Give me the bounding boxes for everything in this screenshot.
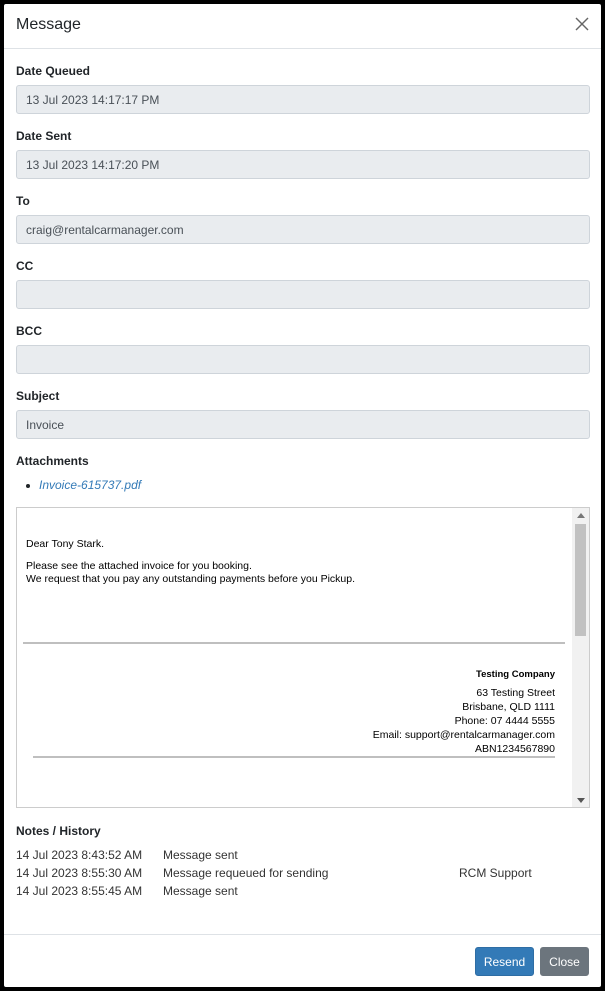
- note-message: Message requeued for sending: [163, 866, 329, 880]
- to-field: craig@rentalcarmanager.com: [16, 215, 590, 244]
- signature-email: Email: support@rentalcarmanager.com: [372, 729, 555, 741]
- email-preview[interactable]: [16, 507, 590, 808]
- note-date: 14 Jul 2023 8:43:52 AM: [16, 848, 143, 862]
- email-greeting: Dear Tony Stark.: [26, 538, 105, 550]
- dialog-header: [4, 4, 601, 49]
- notes-history-title: Notes / History: [16, 824, 101, 838]
- attachments-label: Attachments: [16, 454, 89, 468]
- to-label: To: [16, 194, 30, 208]
- signature-phone: Phone: 07 4444 5555: [454, 715, 555, 727]
- scroll-thumb[interactable]: [575, 524, 586, 636]
- list-bullet: [26, 484, 30, 488]
- note-user: RCM Support: [459, 866, 532, 880]
- message-dialog: [4, 4, 601, 987]
- email-body: [26, 538, 355, 595]
- bcc-label: BCC: [16, 324, 42, 338]
- email-line-2: We request that you pay any outstanding payments before you Pickup.: [26, 573, 356, 585]
- email-line-1: Please see the attached invoice for you booking.: [26, 559, 252, 572]
- cc-label: CC: [16, 259, 34, 273]
- note-date: 14 Jul 2023 8:55:45 AM: [16, 884, 143, 898]
- signature-city: Brisbane, QLD 1111: [462, 701, 555, 713]
- close-button[interactable]: Close: [540, 947, 589, 976]
- email-divider: [23, 642, 565, 644]
- subject-label: Subject: [16, 389, 60, 403]
- email-signature: [373, 668, 555, 756]
- date-sent-field: 13 Jul 2023 14:17:20 PM: [16, 150, 590, 179]
- date-queued-label: Date Queued: [16, 64, 91, 78]
- note-date: 14 Jul 2023 8:55:30 AM: [16, 866, 143, 880]
- signature-company: Testing Company: [476, 669, 555, 680]
- email-scrollbar[interactable]: [572, 508, 589, 807]
- dialog-footer: [4, 934, 601, 987]
- date-sent-label: Date Sent: [16, 129, 72, 143]
- close-icon[interactable]: [573, 15, 591, 33]
- cc-field: [16, 280, 590, 309]
- note-message: Message sent: [163, 848, 238, 862]
- scroll-down-icon[interactable]: [572, 793, 589, 807]
- resend-button[interactable]: Resend: [475, 947, 534, 976]
- email-divider-bottom: [33, 756, 555, 758]
- date-queued-field: 13 Jul 2023 14:17:17 PM: [16, 85, 590, 114]
- scroll-up-icon[interactable]: [572, 508, 589, 522]
- bcc-field: [16, 345, 590, 374]
- dialog-title: Message: [16, 16, 81, 33]
- note-message: Message sent: [163, 884, 238, 898]
- signature-street: 63 Testing Street: [476, 687, 555, 699]
- attachment-link[interactable]: Invoice-615737.pdf: [39, 478, 142, 492]
- subject-field: Invoice: [16, 410, 590, 439]
- signature-abn: ABN1234567890: [475, 743, 555, 755]
